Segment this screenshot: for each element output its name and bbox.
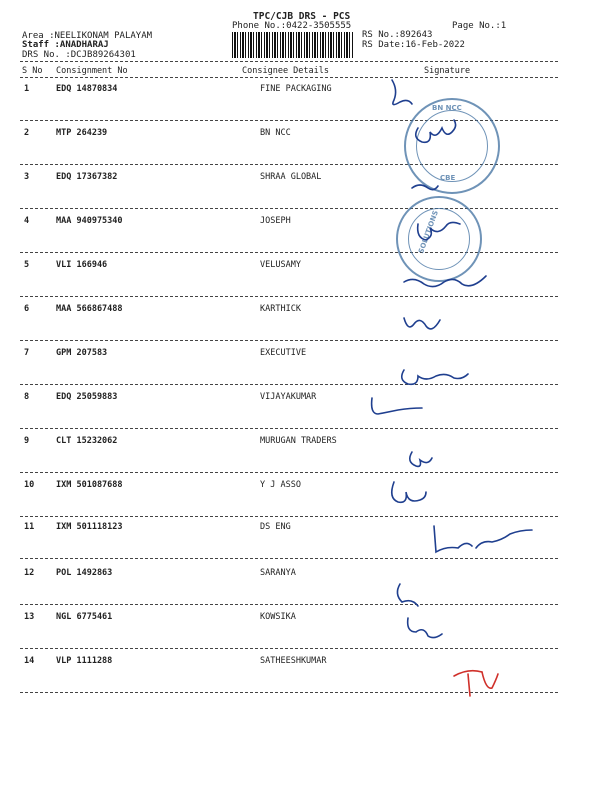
row-consignment-number: CLT 15232062 (56, 436, 118, 446)
row-consignee-name: SHRAA GLOBAL (260, 172, 322, 182)
row-serial-number: 14 (24, 656, 35, 666)
row-serial-number: 7 (24, 348, 30, 358)
row-consignee-name: VELUSAMY (260, 260, 301, 270)
row-consignment-number: POL 1492863 (56, 568, 113, 578)
row-consignment-number: EDQ 17367382 (56, 172, 118, 182)
row-consignment-number: VLP 1111288 (56, 656, 113, 666)
row-serial-number: 8 (24, 392, 30, 402)
row-consignee-name: DS ENG (260, 522, 291, 532)
row-serial-number: 12 (24, 568, 35, 578)
row-serial-number: 2 (24, 128, 30, 138)
row-consignment-number: GPM 207583 (56, 348, 108, 358)
row-consignee-name: EXECUTIVE (260, 348, 307, 358)
row-consignment-number: VLI 166946 (56, 260, 108, 270)
company-stamp-bncc: BN NCC CBE (404, 98, 500, 194)
row-serial-number: 1 (24, 84, 30, 94)
staff-label: Staff :ANADHARAJ (22, 40, 109, 50)
row-serial-number: 3 (24, 172, 30, 182)
row-consignment-number: EDQ 14870834 (56, 84, 118, 94)
report-title: TPC/CJB DRS - PCS (253, 11, 351, 22)
rs-date: RS Date:16-Feb-2022 (362, 40, 465, 50)
row-consignment-number: MTP 264239 (56, 128, 108, 138)
row-consignment-number: MAA 940975340 (56, 216, 123, 226)
row-consignee-name: BN NCC (260, 128, 291, 138)
row-serial-number: 10 (24, 480, 35, 490)
row-consignee-name: KOWSIKA (260, 612, 296, 622)
row-consignee-name: Y J ASSO (260, 480, 301, 490)
company-stamp-shraa: SOLUTIONS (396, 196, 482, 282)
page-number: Page No.:1 (452, 21, 507, 31)
row-serial-number: 9 (24, 436, 30, 446)
row-consignee-name: SARANYA (260, 568, 296, 578)
row-serial-number: 4 (24, 216, 30, 226)
row-serial-number: 11 (24, 522, 35, 532)
phone-number: Phone No.:0422-3505555 (232, 21, 352, 31)
row-serial-number: 6 (24, 304, 30, 314)
col-sno: S No (22, 66, 43, 76)
col-consignee: Consignee Details (242, 66, 329, 76)
area-label: Area :NEELIKONAM PALAYAM (22, 31, 153, 41)
row-consignee-name: MURUGAN TRADERS (260, 436, 337, 446)
rs-number: RS No.:892643 (362, 30, 433, 40)
row-consignee-name: VIJAYAKUMAR (260, 392, 317, 402)
row-consignment-number: IXM 501087688 (56, 480, 123, 490)
row-serial-number: 13 (24, 612, 35, 622)
row-consignment-number: EDQ 25059883 (56, 392, 118, 402)
drs-number: DRS No. :DCJB89264301 (22, 50, 136, 60)
row-consignee-name: SATHEESHKUMAR (260, 656, 327, 666)
col-consignment: Consignment No (56, 66, 128, 76)
row-serial-number: 5 (24, 260, 30, 270)
col-signature: Signature (424, 66, 471, 76)
row-consignee-name: KARTHICK (260, 304, 301, 314)
row-consignment-number: NGL 6775461 (56, 612, 113, 622)
row-consignee-name: JOSEPH (260, 216, 291, 226)
row-consignment-number: MAA 566867488 (56, 304, 123, 314)
row-consignee-name: FINE PACKAGING (260, 84, 332, 94)
row-consignment-number: IXM 501118123 (56, 522, 123, 532)
